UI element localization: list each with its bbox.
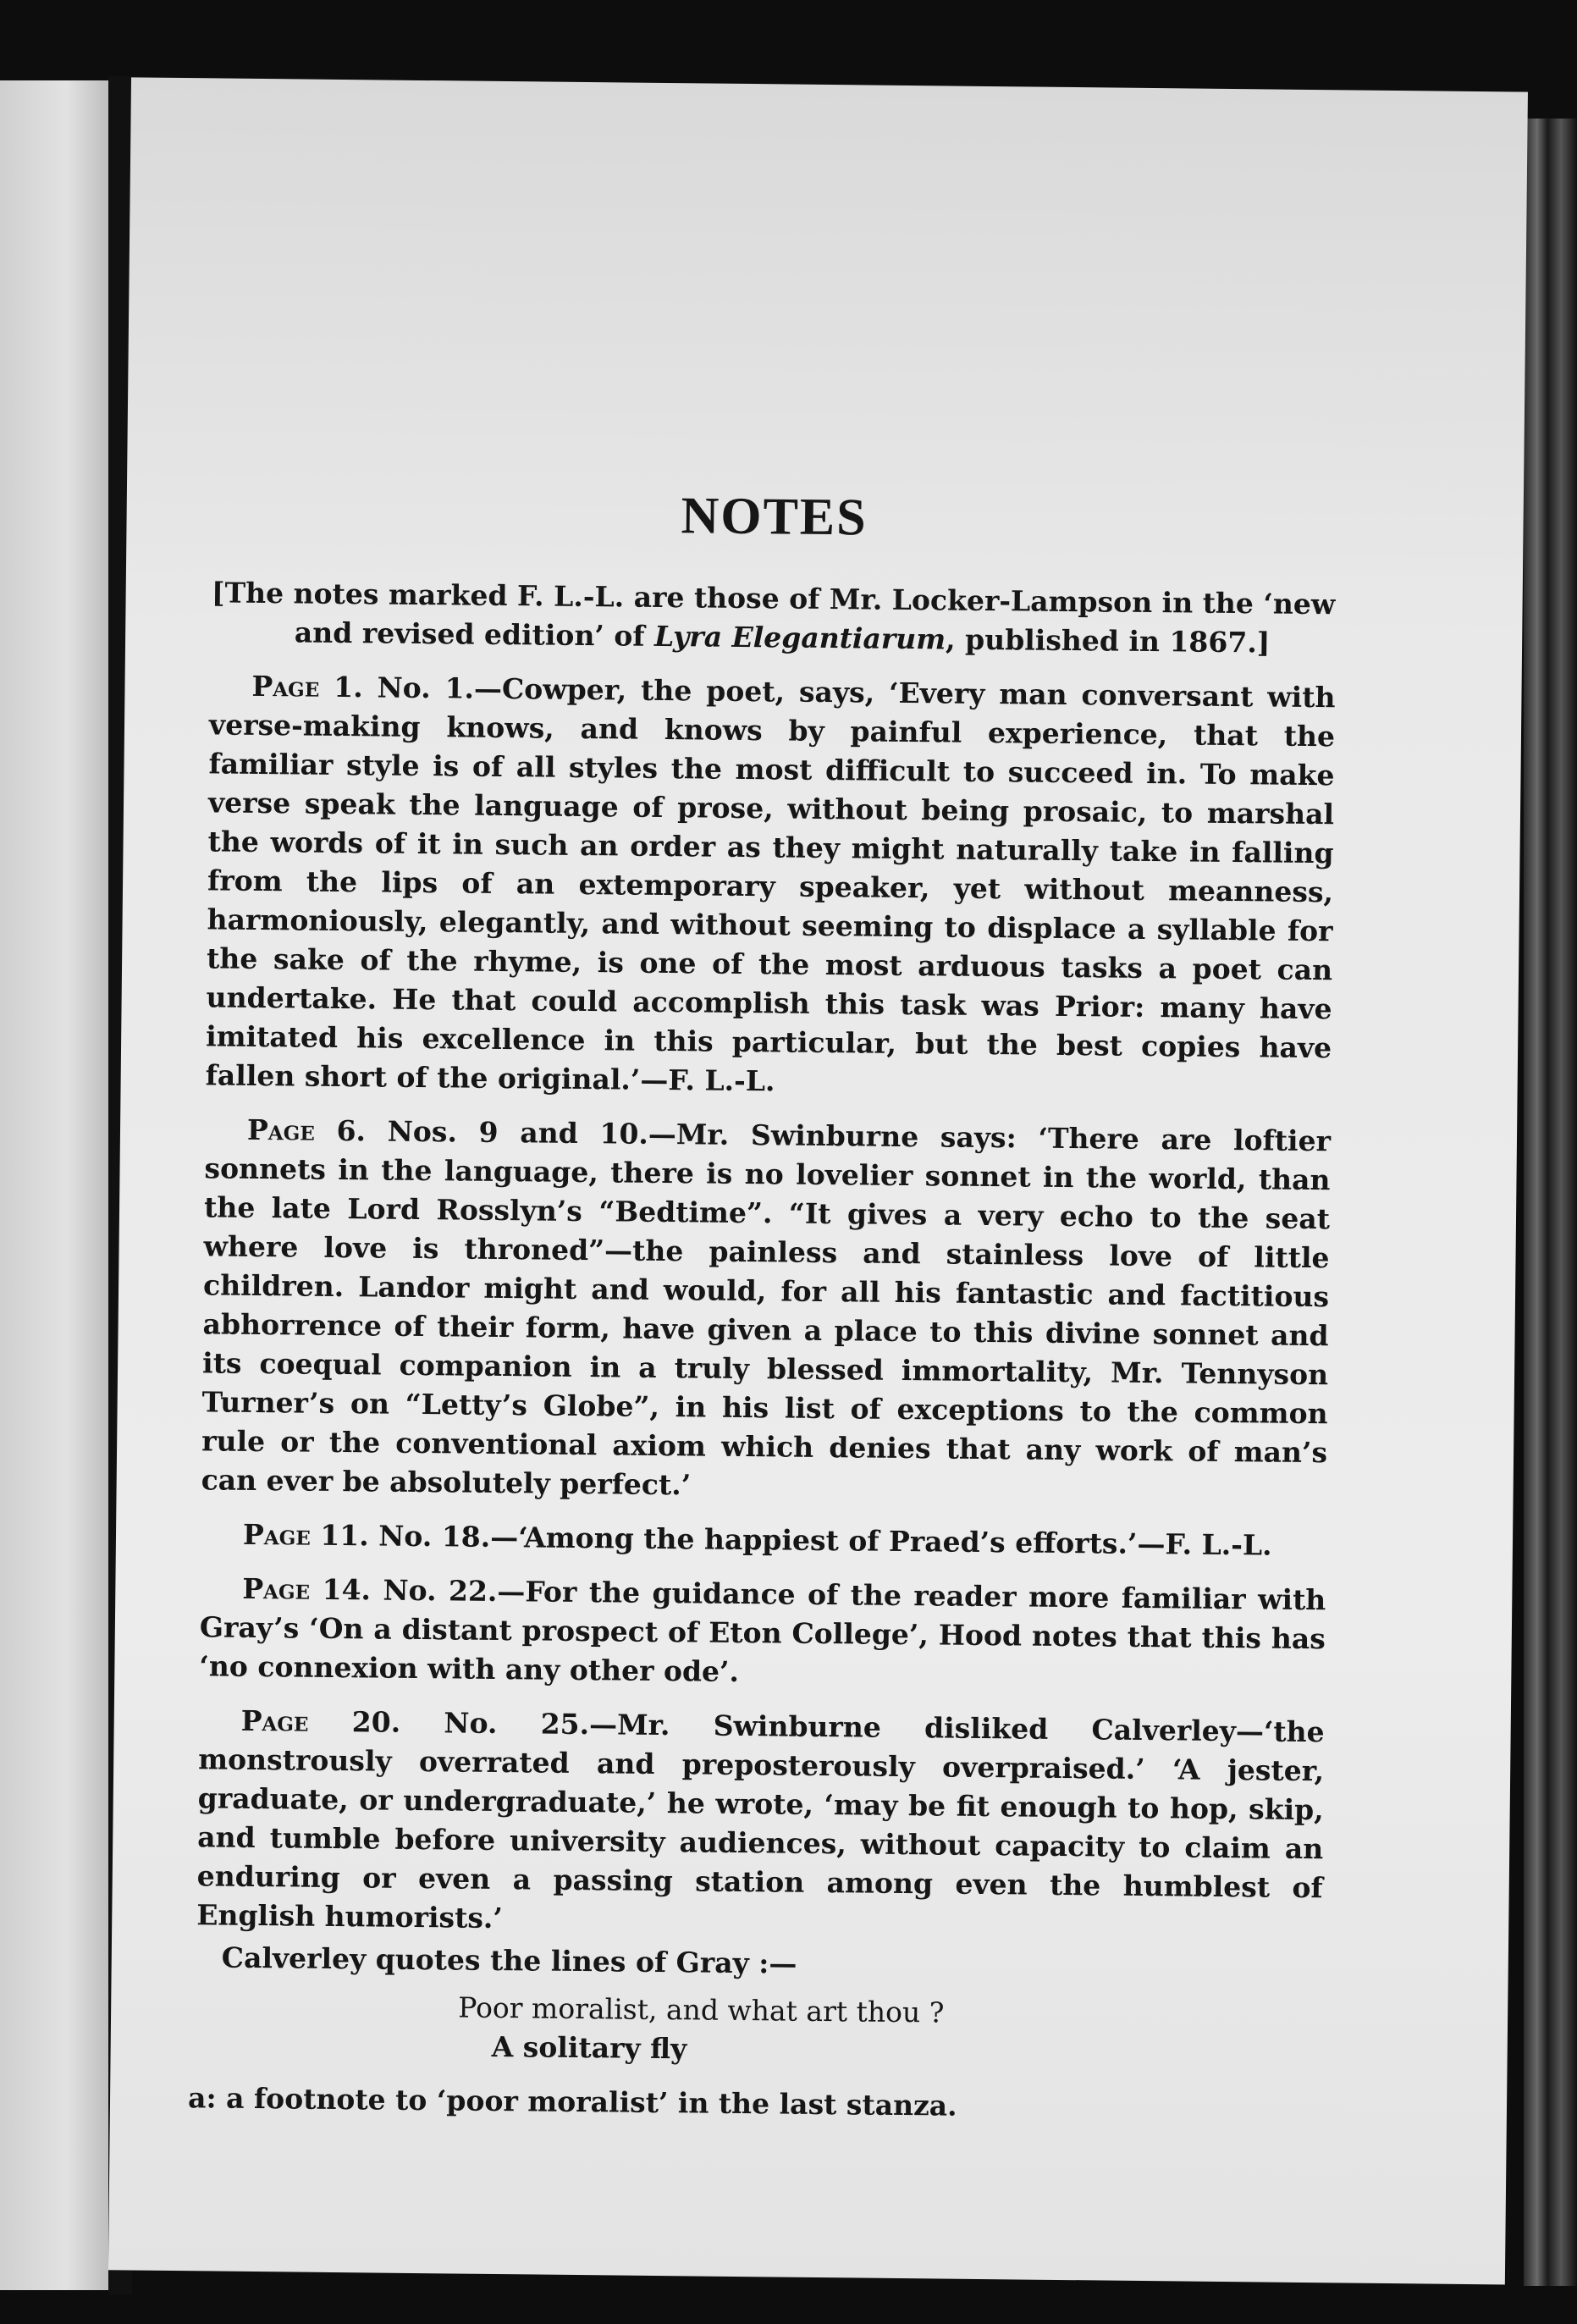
- intro-text: [The notes marked F. L.-L. are those of Mr. Locker-Lampson in the ‘new and revised edition’ of: [211, 576, 1336, 653]
- note-text: No. 1.—Cowper, the poet, says, ‘Every man conversant with verse-making knows, and knows by painful experience, that the familiar style is of all styles the most difficult to succeed in. To make verse speak the language of prose, without being prosaic, to marshal the words of it in such an order as they might naturally take in falling from the lips of an extemporary speaker, yet without meanness, harmoniously, elegantly, and without seeming to displace a syllable for the sake of the rhyme, is one of the most arduous tasks a poet can undertake. He that could accomplish this task was Prior: many have imitated his excellence in this particular, but the best copies have fallen short of the original.’—F. L.-L.: [205, 671, 1336, 1098]
- book-title: Lyra Elegantiarum: [653, 619, 946, 656]
- note-page-6: [201, 1110, 1331, 1511]
- calverley-quote-intro: Calverley quotes the lines of Gray :—: [221, 1940, 797, 1980]
- verse-line: Poor moralist, and what art thou ?: [457, 1990, 945, 2029]
- note-text: Nos. 9 and 10.—Mr. Swinburne says: ‘There are loftier sonnets in the language, there is no lovelier sonnet in the world, than the late Lord Rosslyn’s “Bedtime”. “It gives a very echo to the seat where love is throned”—the painless and stainless love of little children. Landor might and would, for all his fantastic and factitious abhorrence of their form, have given a place to this divine sonnet and its coequal companion in a truly blessed immortality, Mr. Tennyson Turner’s on “Letty’s Globe”, in his list of exceptions to the common rule or the conventional axiom which denies that any work of man’s can ever be absolutely perfect.’: [201, 1114, 1332, 1502]
- note-ref: Page 20.: [240, 1703, 401, 1739]
- page-text: [187, 480, 1337, 2129]
- note-ref: Page 14.: [242, 1571, 372, 1607]
- verse-line: A solitary fly: [491, 2029, 687, 2066]
- note-text: No. 22.—For the guidance of the reader more familiar with Gray’s ‘On a distant prospect of Eton College’, Hood notes that this has ‘no connexion with any other ode’.: [199, 1573, 1326, 1688]
- book-page: [108, 77, 1528, 2284]
- note-page-11: [201, 1515, 1326, 1565]
- intro-text-end: , published in 1867.]: [945, 622, 1271, 660]
- page-title: NOTES: [681, 487, 868, 547]
- note-ref: Page 11.: [242, 1517, 369, 1553]
- note-ref: Page 1.: [251, 669, 363, 704]
- note-page-20: [196, 1701, 1325, 1946]
- intro-note: [211, 574, 1337, 664]
- footnote-line: a: a footnote to ‘poor moralist’ in the last stanza.: [187, 2081, 957, 2123]
- note-page-14: [199, 1569, 1326, 1697]
- facing-page-edge: [0, 80, 110, 2290]
- note-page-1: [205, 666, 1335, 1107]
- note-text: No. 25.—Mr. Swinburne disliked Calverley—‘the monstrously overrated and preposterously overpraised.’ ‘A jester, graduate, or undergraduate,’ he wrote, ‘may be fit enough to hop, skip, and tumble before university audiences, without capacity to claim an enduring or even a passing station among even the humblest of English humorists.’: [196, 1705, 1325, 1935]
- note-text: No. 18.—‘Among the happiest of Praed’s efforts.’—F. L.-L.: [368, 1519, 1272, 1562]
- note-ref: Page 6.: [246, 1112, 367, 1148]
- verse-quote: [195, 1985, 1321, 2075]
- page-edge-shadow: [1524, 119, 1577, 2286]
